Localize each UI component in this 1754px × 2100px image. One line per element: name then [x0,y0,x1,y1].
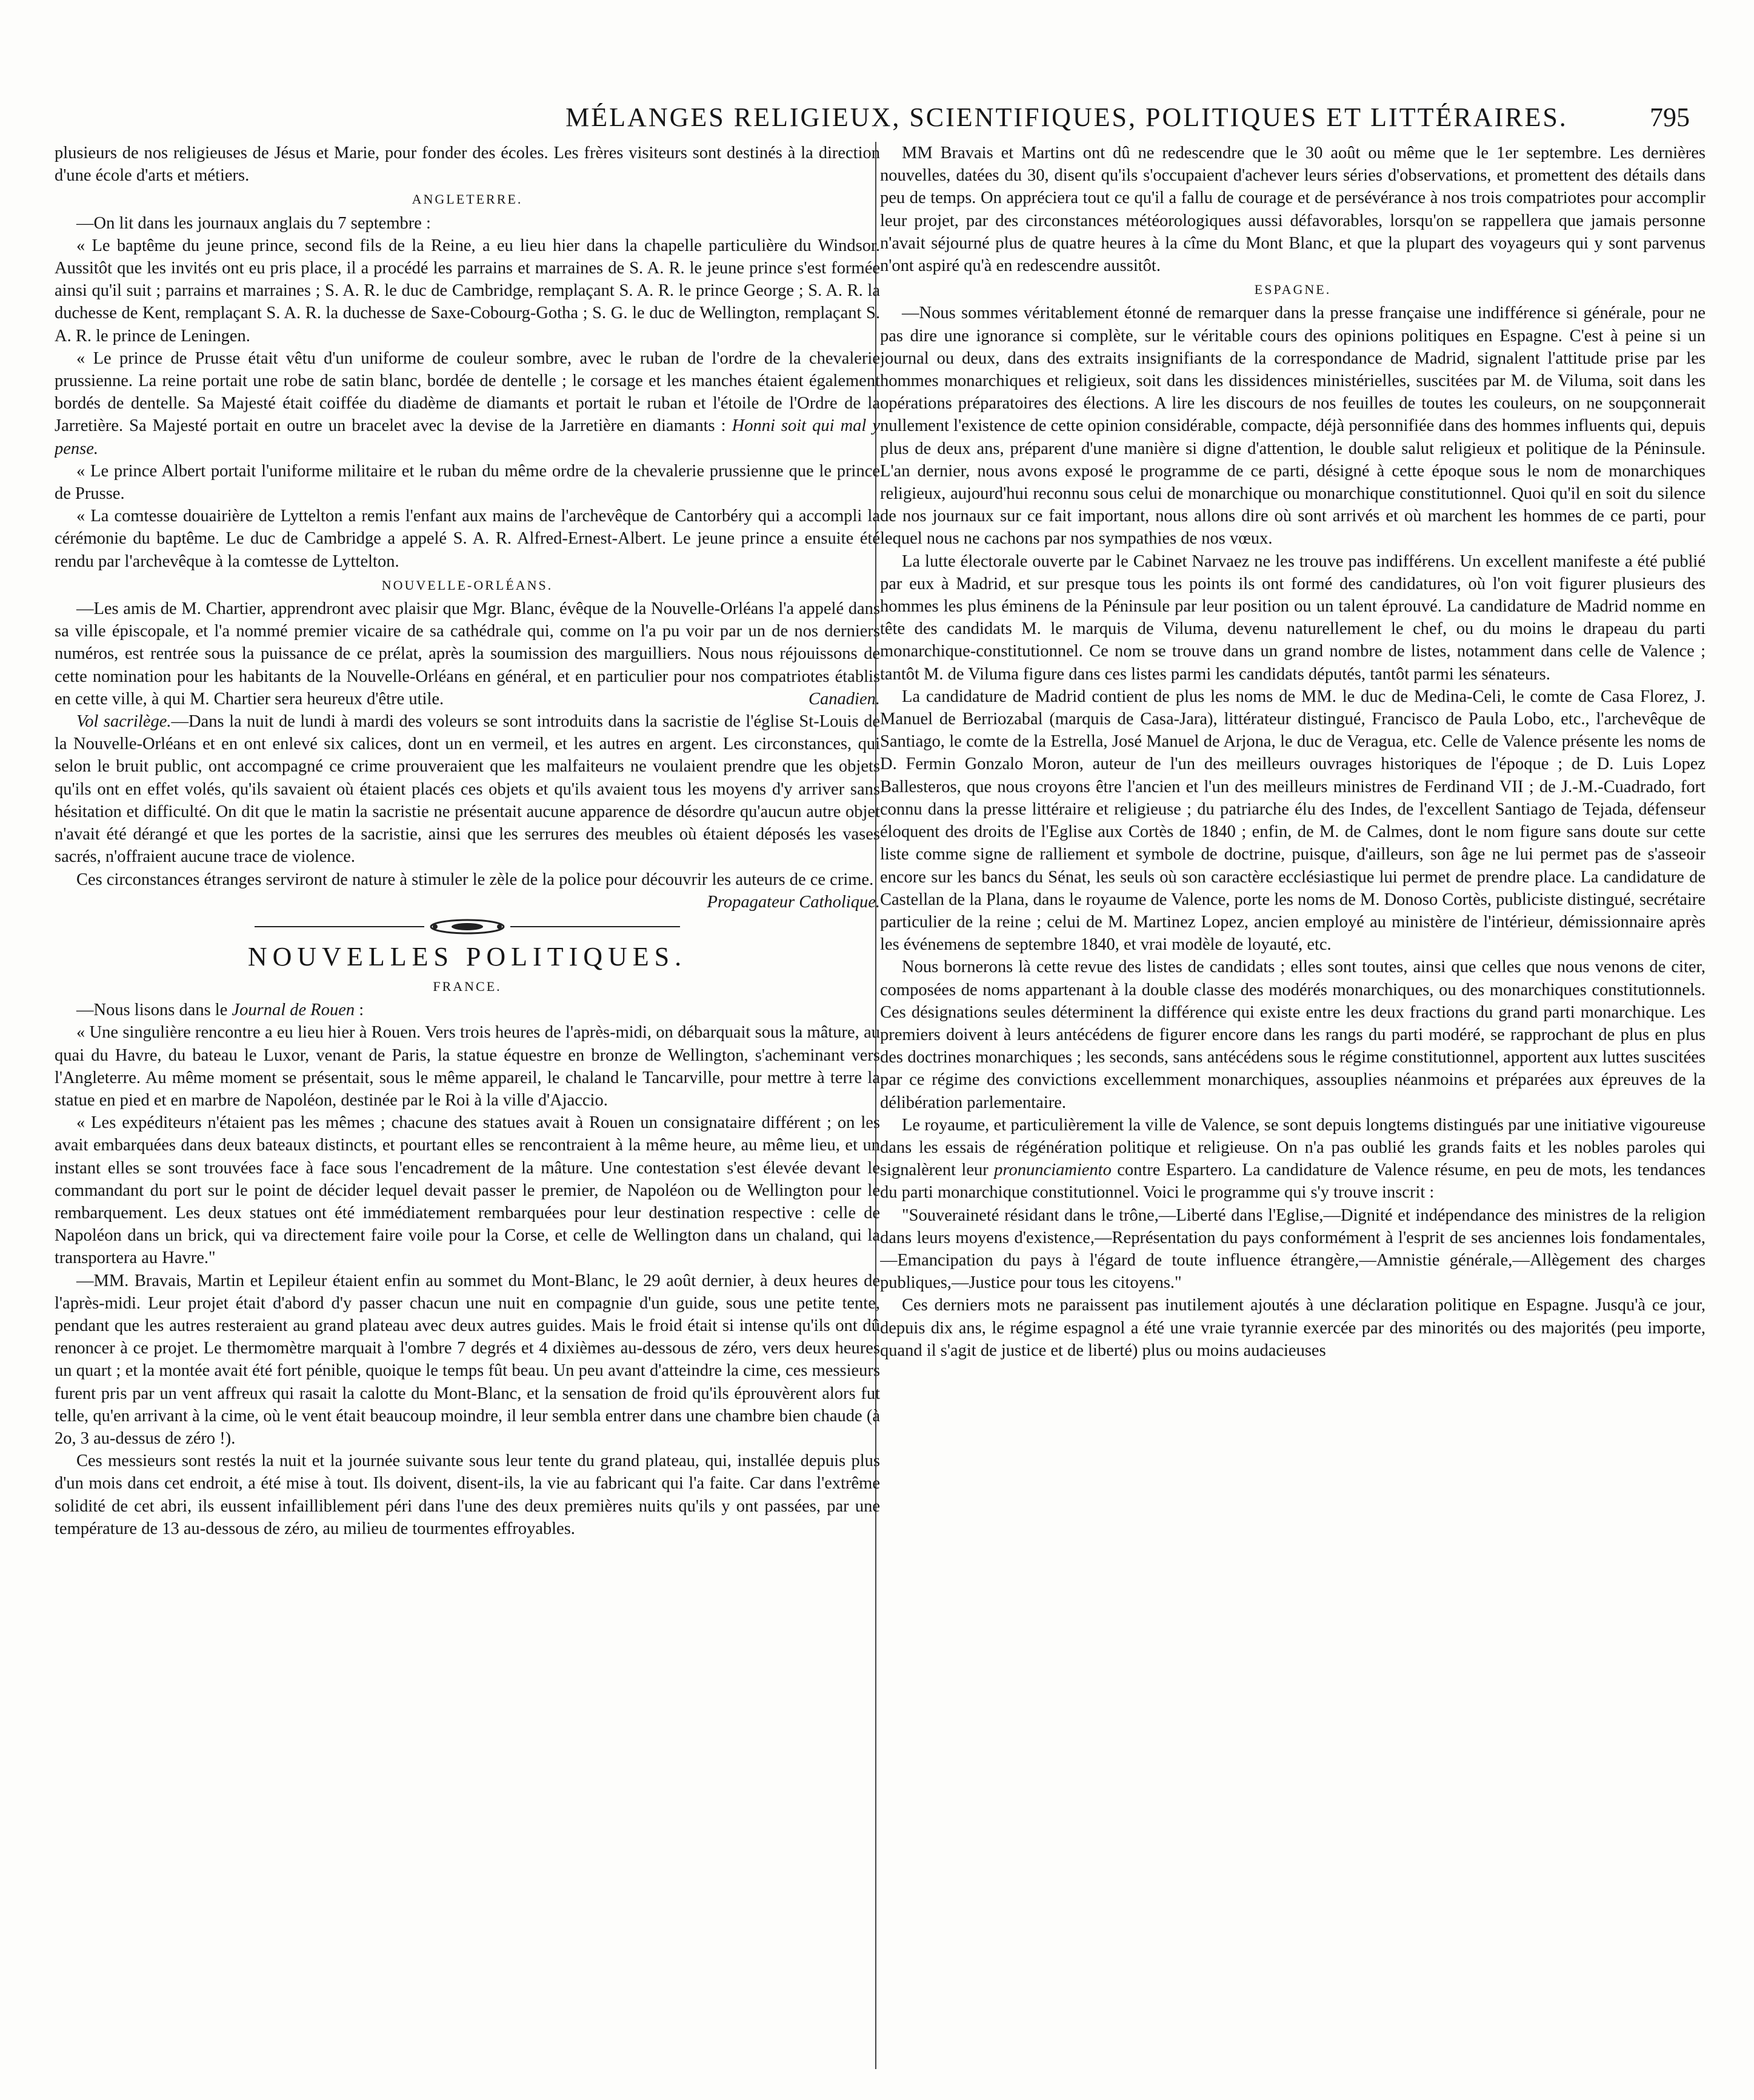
paragraph-text: contre Espartero. La candidature de Valence résume, en peu de mots, les tendances du parti monarchique constitutionnel. Voici le programme qui s'y trouve inscrit : [880,1161,1706,1202]
paragraph: —Nous sommes véritablement étonné de remarquer dans la presse française une indifférence si générale, pour ne pas dire une ignorance si complète, sur le véritable cours des opinions politiques en Espagne. C'est à peine si un journal ou deux, dans des extraits insignifiants de la correspondance de Madrid, signalent l'attitude prise par les hommes monarchiques et religieux, soit dans les dissidences ministérielles, suscitées par M. de Viluma, soit dans les opérations préparatoires des élections. A lire les discours de nos feuilles de toutes les couleurs, on ne soupçonnerait nullement l'existence de cette opinion considérable, compacte, déjà personnifiée dans des hommes influents qui, depuis plus de deux ans, préparent d'une manière si digne d'attention, le double salut religieux et politique de la Péninsule. L'an dernier, nous avons exposé le programme de ce parti, désigné à cette époque sous le nom de monarchiques religieux, aujourd'hui reconnu sous celui de monarchique ou monarchique constitutionnel. Quoi qu'il en soit du silence de nos journaux sur ce fait important, nous allons dire où sont arrivés et où marchent les hommes de ce parti, pour lequel nous ne cachons par nos sympathies de nos vœux. [880,304,1706,548]
right-column [880,142,1706,2081]
paragraph-text: Le royaume, et particulièrement la ville de Valence, se sont depuis longtems distingués par une initiative vigoureuse dans les essais de régénération politique et religieuse. On n'a pas oublié les grands faits et les nobles paroles qui signalèrent leur [880,1115,1706,1180]
paragraph [55,347,880,460]
paragraph: La lutte électorale ouverte par le Cabinet Narvaez ne les trouve pas indifférens. Un excellent manifeste a été publié par eux à Madrid, et sur presque tous les points ils ont formé des candidatures, où l'on voit figurer plusieurs des hommes les plus éminens de la Péninsule par leur position ou un talent éprouvé. La candidature de Madrid nomme en tête des candidats M. le marquis de Viluma, devenu naturellement le chef, ou du moins le drapeau du parti monarchique-constitutionnel. Ce nom se trouve dans un grand nombre de listes, notamment dans celle de Valence ; tantôt M. de Viluma figure dans ces listes parmi les candidats députés, tantôt parmi les sénateurs. [880,552,1706,684]
paragraph: —On lit dans les journaux anglais du 7 septembre : [76,213,431,233]
paragraph-text: Ces circonstances étranges serviront de nature à stimuler le zèle de la police pour découvrir les auteurs de ce crime. [76,870,874,889]
paragraph [55,598,880,710]
paragraph [880,1114,1706,1204]
paragraph: « Le prince Albert portait l'uniforme militaire et le ruban du même ordre de la chevalerie prussienne que le prince de Prusse. [55,461,880,504]
journal-title: Journal de Rouen [232,1001,355,1020]
paragraph: La candidature de Madrid contient de plus les noms de MM. le duc de Medina-Celi, le comte de Casa Florez, J. Manuel de Berriozabal (marquis de Casa-Jara), littérateur distingué, Francisco de Paula Lobo, etc., l'archevêque de Santiago, le comte de la Estrella, José Manuel de Arjona, le duc de Veragua, etc. Celle de Valence présente les noms de D. Fermin Gonzalo Moron, auteur de l'un des meilleurs ouvrages historiques de l'époque ; de D. Luis Lopez Ballesteros, que nous croyons être l'ancien et l'un des meilleurs ministres de Ferdinand VII ; de J.-M.-Cuadrado, fort connu dans la presse littéraire et religieuse ; du patriarche élu des Indes, de l'excellent Santiago de Tejada, défenseur éloquent des droits de l'Eglise aux Cortès de 1840 ; enfin, de M. de Calmes, dont le nom figure sans doute sur cette liste comme signe de ralliement et symbole de doctrine, puisque, d'ailleurs, son âge ne lui permet pas de s'asseoir encore sur les bancs du Sénat, les seuls où son caractère ecclésiastique lui permet de prendre place. La candidature de Castellan de la Plana, dans le royaume de Valence, porte les noms de M. Donoso Cortès, publiciste distingué, secrétaire particulier de la reine ; celui de M. Martinez Lopez, ancien employé au ministère de l'intérieur, démissionnaire après les événemens de septembre 1840, et vrai modèle de loyauté, etc. [880,687,1706,955]
paragraph: « Une singulière rencontre a eu lieu hier à Rouen. Vers trois heures de l'après-midi, on débarquait sous la mâture, au quai du Havre, du bateau le Luxor, venant de Paris, la statue équestre en bronze de Wellington, s'acheminant vers l'Angleterre. Au même moment se présentait, sous le même appareil, le chaland le Tancarville, pour mettre à terre la statue en pied et en marbre de Napoléon, destinée par le Roi à la ville d'Ajaccio. [55,1023,880,1110]
paragraph-text: —Les amis de M. Chartier, apprendront avec plaisir que Mgr. Blanc, évêque de la Nouvelle-Orléans l'a appelé dans sa ville épiscopale, et l'a nommé premier vicaire de sa cathédrale qui, comme on l'a pu voir par un de nos derniers numéros, est rentrée sous la puissance de ce prélat, après la soumission des marguilliers. Nous nous réjouissons de cette nomination pour les habitants de la Nouvelle-Orléans en général, et en particulier pour nos compatriotes établis en cette ville, à qui M. Chartier sera heureux d'être utile. [55,599,880,708]
paragraph [55,999,880,1021]
paragraph-text: —Dans la nuit de lundi à mardi des voleurs se sont introduits dans la sacristie de l'église St-Louis de la Nouvelle-Orléans et en ont enlevé six calices, dont un en vermeil, et les autres en argent. Les circonstances, qui selon le bruit public, ont accompagné ce crime prouveraient que les malfaiteurs ne voulaient prendre que les objets qu'ils ont en effet volés, qu'ils savaient où étaient placés ces objets et qu'ils avaient tous les moyens d'y arriver sans hésitation et difficulté. On dit que le matin la sacristie ne présentait aucune apparence de désordre qu'aucun autre objet n'avait été dérangé et que les portes de la sacristie, ainsi que les serrures des meubles où étaient déposés les vases sacrés, n'offraient aucune trace de violence. [55,712,880,867]
source-signature: Propagateur Catholique. [707,892,880,912]
spanish-term: pronunciamiento [994,1161,1112,1180]
section-heading-france: FRANCE. [433,978,502,994]
section-heading-angleterre: ANGLETERRE. [412,192,523,207]
section-heading-nouvelle-orleans: NOUVELLE-ORLÉANS. [381,577,553,593]
paragraph [55,868,880,912]
left-column [55,142,880,2081]
page-number: 795 [1650,102,1690,132]
running-head [0,102,1754,144]
paragraph: « Les expéditeurs n'étaient pas les mêmes ; chacune des statues avait à Rouen un consignataire différent ; on les avait embarquées dans deux bateaux distincts, et pourtant elles se rencontraient à la même heure, au même lieu, et un instant elles se sont trouvées face à face sous l'encadrement de la mâture. Une contestation s'est élevée devant le commandant du port sur le point de décider lequel devait passer le premier, de Napoléon ou de Wellington pour le rembarquement. Les deux statues ont été immédiatement rembarquées pour leur destination respective : celle de Napoléon dans un brick, qui va directement faire voile pour la Corse, et celle de Wellington dans un chaland, qui la transportera au Havre." [55,1113,880,1268]
paragraph-text: « Le prince de Prusse était vêtu d'un uniforme de couleur sombre, avec le ruban de l'ordre de la chevalerie prussienne. La reine portait une robe de satin blanc, bordée de dentelle ; le corsage et les manches étaient également bordés de dentelle. Sa Majesté était coiffée du diadème de diamants et portait le ruban et l'étoile de l'Ordre de la Jarretière. Sa Majesté portait en outre un bracelet avec la devise de la Jarretière en diamants : [55,348,880,436]
paragraph: MM Bravais et Martins ont dû ne redescendre que le 30 août ou même que le 1er septembre. Les dernières nouvelles, datées du 30, disent qu'ils s'occupaient d'achever leurs séries d'observations, et promettent des détails dans peu de temps. On appréciera tout ce qu'il a fallu de courage et de persévérance à nos trois compatriotes pour accomplir leur projet, par des circonstances météorologiques aussi défavorables, lorsqu'on se rappellera que jamais personne n'avait séjourné plus de quatre heures à la cîme du Mont Blanc, et que la plupart des voyageurs qui y sont parvenus n'ont aspiré qu'à en redescendre aussitôt. [880,144,1706,276]
paragraph-lead: Vol sacrilège. [76,712,172,732]
section-heading-espagne: ESPAGNE. [1254,282,1332,298]
paragraph: —MM. Bravais, Martin et Lepileur étaient enfin au sommet du Mont-Blanc, le 29 août dernier, à deux heures de l'après-midi. Leur projet était d'abord d'y passer chacun une nuit en compagnie d'un guide, sous une petite tente, pendant que les autres resteraient au grand plateau avec deux autres guides. Mais le froid était si intense qu'ils ont dû renoncer à ce projet. Le thermomètre marquait à l'ombre 7 degrés et 4 dixièmes au-dessous de zéro, vers deux heures un quart ; et la montée avait été fort pénible, quoique le temps fût beau. Un peu avant d'atteindre la cime, ces messieurs furent pris par un vent affreux qui rasait la calotte du Mont-Blanc, et la sensation de froid qu'ils éprouvèrent alors fut telle, qu'en arrivant à la cime, où le vent était beaucoup moindre, il leur sembla entrer dans une chambre bien chaude (à 2o, 3 au-dessus de zéro !). [55,1271,880,1448]
paragraph: « La comtesse douairière de Lyttelton a remis l'enfant aux mains de l'archevêque de Cantorbéry qui a accompli la cérémonie du baptême. Le duc de Cambridge a appelé S. A. R. Alfred-Ernest-Albert. Le jeune prince a ensuite été rendu par l'archevêque à la comtesse de Lyttelton. [55,507,880,571]
running-title: MÉLANGES RELIGIEUX, SCIENTIFIQUES, POLITIQUES ET LITTÉRAIRES. [565,102,1568,132]
paragraph: "Souveraineté résidant dans le trône,—Liberté dans l'Eglise,—Dignité et indépendance des ministres de la religion dans leurs moyens d'existence,—Représentation du pays conformément à l'esprit de ses anciennes lois fondamentales,—Emancipation du pays à l'égard de toute influence étrangère,—Amnistie générale,—Allègement des charges publiques,—Justice pour tous les citoyens." [880,1205,1706,1293]
paragraph: Nous bornerons là cette revue des listes de candidats ; elles sont toutes, ainsi que celles que nous venons de citer, composées de noms appartenant à la double classe des modérés monarchiques, ou des monarchiques constitutionnels. Ces désignations seules déterminent la différence qui existe entre les deux fractions du grand parti monarchique. Les premiers doivent à leurs antécédens de figurer encore dans les rangs du parti modéré, se rapprochant de plus en plus des doctrines monarchiques ; les seconds, sans antécédens sous le régime constitutionnel, apportent aux luttes suscitées par ce régime des convictions excellemment monarchiques, assouplies néanmoins et préparées aux épreuves de la délibération parlementaire. [880,958,1706,1112]
paragraph: Ces messieurs sont restés la nuit et la journée suivante sous leur tente du grand plateau, qui, installée depuis plus d'un mois dans cet endroit, a été mise à tout. Ils doivent, disent-ils, la vie au fabricant qui l'a faite. Car dans l'extrême solidité de cet abri, ils eussent infailliblement péri dans l'une des deux premières nuits qu'ils y ont passées, par une température de 13 au-dessous de zéro, au milieu de tourmentes effroyables. [55,1452,880,1538]
paragraph-text: : [359,1001,364,1020]
section-heading-nouvelles-politiques: NOUVELLES POLITIQUES. [247,941,687,972]
paragraph: plusieurs de nos religieuses de Jésus et Marie, pour fonder des écoles. Les frères visiteurs sont destinés à la direction d'une école d'arts et métiers. [55,144,880,185]
paragraph: Ces derniers mots ne paraissent pas inutilement ajoutés à une déclaration politique en Espagne. Jusqu'à ce jour, depuis dix ans, le régime espagnol a été une vraie tyrannie exercée par des minorités ou des majorités (peu importe, quand il s'agit de justice et de liberté) plus ou moins audacieuses [880,1296,1706,1360]
paragraph: « Le baptême du jeune prince, second fils de la Reine, a eu lieu hier dans la chapelle particulière du Windsor. Aussitôt que les invités ont eu pris place, il a procédé les parrains et marraines de S. A. R. le jeune prince s'est formée ainsi qu'il suit ; parrains et marraines ; S. A. R. le duc de Cambridge, remplaçant S. A. R. le prince George ; S. A. R. la duchesse de Kent, remplaçant S. A. R. la duchesse de Saxe-Cobourg-Gotha ; S. G. le duc de Wellington, remplaçant S. A. R. le prince de Leningen. [55,236,880,345]
ornament-divider [55,916,880,938]
paragraph [55,710,880,868]
garter-motto: Honni soit qui mal y pense. [55,416,880,458]
source-signature: Canadien. [809,689,880,708]
paragraph-text: —Nous lisons dans le [76,1001,228,1020]
